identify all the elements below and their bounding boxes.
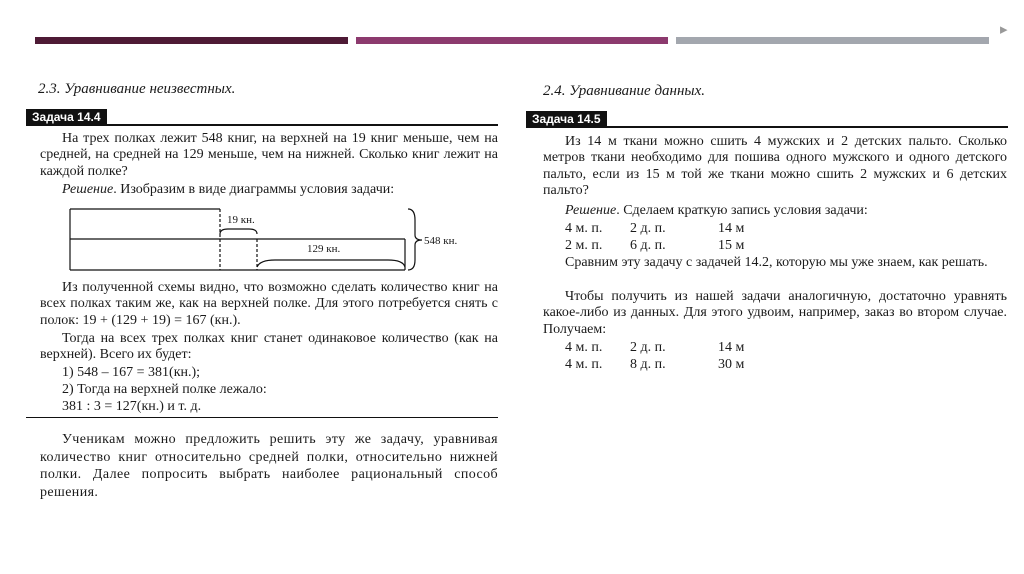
left-task-rule xyxy=(26,124,498,126)
top-bar-magenta xyxy=(356,37,668,44)
left-line-1: 1) 548 – 167 = 381(кн.); xyxy=(62,365,201,380)
left-line-2: 2) Тогда на верхней полке лежало: xyxy=(62,382,267,397)
right-para-1: Сравним эту задачу с задачей 14.2, которую мы уже знаем, как решать. xyxy=(565,255,988,270)
left-task-label: Задача 14.4 xyxy=(26,109,107,126)
right-task-label: Задача 14.5 xyxy=(526,111,607,128)
table2-cell: 4 м. п. xyxy=(565,357,603,372)
right-para-2: Чтобы получить из нашей задачи аналогичную, достаточно уравнять какое-либо из данных. Для этого удвоим, например, заказ во втором случае. Получаем: xyxy=(543,289,1007,337)
table1-cell: 15 м xyxy=(718,238,745,253)
diagram-label-19: 19 кн. xyxy=(227,214,255,226)
right-problem-text: Из 14 м ткани можно сшить 4 мужских и 2 детских пальто. Сколько метров ткани необходимо для пошива одного мужского и одного детского пальто, если из 15 м той же ткани можно сшить 2 мужских и 6 детских пальто? xyxy=(543,134,1007,199)
table2-cell: 8 д. п. xyxy=(630,357,666,372)
left-para-2: Тогда на всех трех полках книг станет одинаковое количество (как на верхней). Всего их будет: xyxy=(40,331,498,363)
right-solution-text: . Сделаем краткую запись условия задачи: xyxy=(616,203,868,218)
left-end-rule xyxy=(26,417,498,418)
left-solution-intro xyxy=(62,182,498,198)
left-section-title: 2.3. Уравнивание неизвестных. xyxy=(38,81,236,97)
right-solution-intro xyxy=(565,203,1005,219)
table2-cell: 14 м xyxy=(718,340,745,355)
right-solution-label: Решение xyxy=(565,203,617,218)
corner-arrow-icon: ▸ xyxy=(1000,20,1008,38)
diagram-brace-total xyxy=(408,209,422,270)
left-line-3: 381 : 3 = 127(кн.) и т. д. xyxy=(62,399,202,414)
diagram-label-total: 548 кн. xyxy=(424,235,458,247)
diagram-brace-19 xyxy=(220,229,257,234)
left-solution-label: Решение xyxy=(62,182,114,197)
right-section-title: 2.4. Уравнивание данных. xyxy=(543,83,705,99)
left-problem-text: На трех полках лежит 548 книг, на верхней на 19 книг меньше, чем на средней, на средней на 129 меньше, чем на нижней. Сколько книг лежит на каждой полке? xyxy=(40,131,498,179)
left-footer-text: Ученикам можно предложить решить эту же задачу, уравнивая количество книг относительно средней полки, относительно нижней полки. Далее попросить выбрать наиболее рациональный способ решения. xyxy=(40,432,498,500)
table1-cell: 14 м xyxy=(718,221,745,236)
top-bar-dark xyxy=(35,37,348,44)
diagram-brace-129 xyxy=(257,260,405,267)
shelves-diagram xyxy=(60,200,480,275)
top-bar-gray xyxy=(676,37,989,44)
table1-cell: 2 м. п. xyxy=(565,238,603,253)
diagram-label-129: 129 кн. xyxy=(307,243,341,255)
table1-cell: 4 м. п. xyxy=(565,221,603,236)
table1-cell: 2 д. п. xyxy=(630,221,666,236)
right-task-rule xyxy=(526,126,1008,128)
left-solution-text: . Изобразим в виде диаграммы условия задачи: xyxy=(113,182,395,197)
table2-cell: 4 м. п. xyxy=(565,340,603,355)
table2-cell: 2 д. п. xyxy=(630,340,666,355)
table2-cell: 30 м xyxy=(718,357,745,372)
table1-cell: 6 д. п. xyxy=(630,238,666,253)
left-para-1: Из полученной схемы видно, что возможно сделать количество книг на всех полках таким же, как на верхней полке. Для этого потребуется снять с полок: 19 + (129 + 19) = 167 (кн.). xyxy=(40,280,498,328)
